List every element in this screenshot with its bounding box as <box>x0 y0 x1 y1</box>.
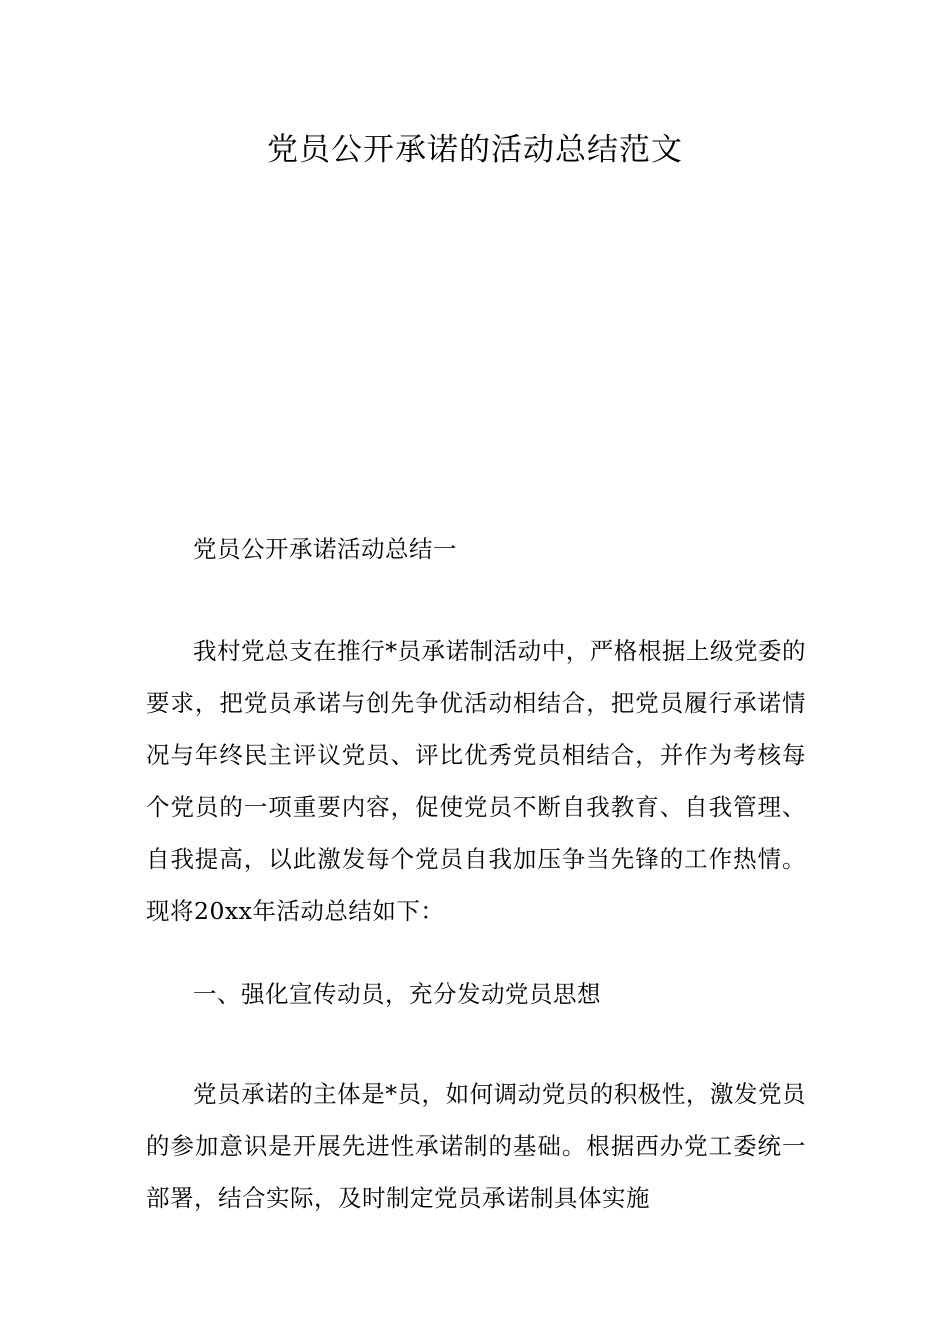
section-1-paragraph: 党员承诺的主体是*员，如何调动党员的积极性，激发党员的参加意识是开展先进性承诺制的基础。根据西办党工委统一部署，结合实际，及时制定党员承诺制具体实施 <box>146 1080 806 1212</box>
document-title: 党员公开承诺的活动总结范文 <box>267 132 683 168</box>
intro-paragraph: 我村党总支在推行*员承诺制活动中，严格根据上级党委的要求，把党员承诺与创先争优活动相结合，把党员履行承诺情况与年终民主评议党员、评比优秀党员相结合，并作为考核每个党员的一项重要内容，促使党员不断自我教育、自我管理、自我提高，以此激发每个党员自我加压争当先锋的工作热情。现将20xx年活动总结如下： <box>146 637 806 925</box>
section-subtitle: 党员公开承诺活动总结一 <box>193 535 457 563</box>
section-heading-1: 一、强化宣传动员，充分发动党员思想 <box>193 980 601 1008</box>
